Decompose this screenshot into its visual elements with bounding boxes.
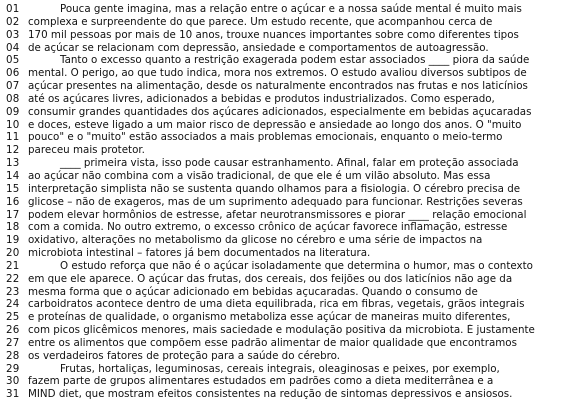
line-text: O estudo reforça que não é o açúcar isoladamente que determina o humor, mas o contexto bbox=[60, 259, 533, 272]
line-number: 23 bbox=[6, 285, 20, 298]
line-number: 07 bbox=[6, 80, 20, 93]
line-text: interpretação simplista não se sustenta quando olhamos para a fisiologia. O cérebro precisa de bbox=[28, 182, 521, 195]
line-text: e doces, esteve ligado a um maior risco de depressão e ansiedade ao longo dos anos. O "muito bbox=[28, 118, 522, 131]
line-text: com a comida. No outro extremo, o excesso crônico de açúcar favorece inflamação, estresse bbox=[28, 221, 508, 234]
line-text: consumir grandes quantidades dos açúcares adicionados, especialmente em bebidas açucaradas bbox=[28, 105, 532, 118]
line-number: 22 bbox=[6, 272, 20, 285]
text-line bbox=[0, 131, 565, 144]
text-line bbox=[0, 388, 565, 401]
text-line bbox=[0, 311, 565, 324]
line-number: 27 bbox=[6, 336, 20, 349]
line-number: 28 bbox=[6, 349, 20, 362]
text-line bbox=[0, 375, 565, 388]
text-line bbox=[0, 144, 565, 157]
line-text: microbiota intestinal – fatores já bem documentados na literatura. bbox=[28, 247, 371, 260]
text-line bbox=[0, 337, 565, 350]
line-text: MIND diet, que mostram efeitos consistentes na redução de sintomas depressivos e ansiosos. bbox=[28, 388, 513, 401]
line-number: 10 bbox=[6, 118, 20, 131]
text-line bbox=[0, 157, 565, 170]
text-line bbox=[0, 170, 565, 183]
text-line bbox=[0, 183, 565, 196]
line-number: 12 bbox=[6, 144, 20, 157]
line-number: 18 bbox=[6, 221, 20, 234]
line-number: 31 bbox=[6, 388, 20, 401]
text-line bbox=[0, 298, 565, 311]
text-line bbox=[0, 234, 565, 247]
text-line bbox=[0, 260, 565, 273]
line-number: 11 bbox=[6, 131, 20, 144]
text-line bbox=[0, 3, 565, 16]
text-line bbox=[0, 363, 565, 376]
line-number: 01 bbox=[6, 3, 20, 15]
text-line bbox=[0, 16, 565, 29]
line-text: Frutas, hortaliças, leguminosas, cereais integrais, oleaginosas e peixes, por exemplo, bbox=[60, 362, 500, 375]
line-number: 19 bbox=[6, 234, 20, 247]
line-number: 30 bbox=[6, 375, 20, 388]
line-text: em que ele aparece. O açúcar das frutas, dos cereais, dos feijões ou dos laticínios não age da bbox=[28, 272, 513, 285]
line-number: 17 bbox=[6, 208, 20, 221]
line-text: com picos glicêmicos menores, mais saciedade e modulação positiva da microbiota. É justamente bbox=[28, 324, 535, 337]
text-line bbox=[0, 54, 565, 67]
text-line bbox=[0, 221, 565, 234]
line-number: 02 bbox=[6, 15, 20, 28]
text-line bbox=[0, 209, 565, 222]
line-number: 24 bbox=[6, 298, 20, 311]
line-number: 15 bbox=[6, 182, 20, 195]
text-line bbox=[0, 286, 565, 299]
text-line bbox=[0, 273, 565, 286]
text-line bbox=[0, 247, 565, 260]
line-text: e proteínas de qualidade, o organismo metaboliza esse açúcar de maneiras muito diferentes, bbox=[28, 311, 511, 324]
text-line bbox=[0, 119, 565, 132]
text-line bbox=[0, 80, 565, 93]
text-line bbox=[0, 93, 565, 106]
line-text: complexa e surpreendente do que parece. Um estudo recente, que acompanhou cerca de bbox=[28, 15, 493, 28]
document-body bbox=[0, 3, 565, 401]
line-text: pareceu mais protetor. bbox=[28, 144, 145, 157]
text-line bbox=[0, 29, 565, 42]
line-number: 13 bbox=[6, 157, 20, 170]
text-line bbox=[0, 42, 565, 55]
line-number: 20 bbox=[6, 247, 20, 260]
line-number: 26 bbox=[6, 324, 20, 337]
line-text: de açúcar se relacionam com depressão, ansiedade e comportamentos de autoagressão. bbox=[28, 41, 489, 54]
line-text: fazem parte de grupos alimentares estudados em padrões como a dieta mediterrânea e a bbox=[28, 375, 494, 388]
line-number: 29 bbox=[6, 362, 20, 375]
line-text: Pouca gente imagina, mas a relação entre o açúcar e a nossa saúde mental é muito mais bbox=[60, 3, 522, 15]
line-number: 21 bbox=[6, 259, 20, 272]
line-text: podem elevar hormônios de estresse, afetar neurotransmissores e piorar ____ relação emocional bbox=[28, 208, 527, 221]
line-text: mesma forma que o açúcar adicionado em bebidas açucaradas. Quando o consumo de bbox=[28, 285, 478, 298]
line-number: 14 bbox=[6, 169, 20, 182]
line-number: 04 bbox=[6, 41, 20, 54]
line-number: 08 bbox=[6, 92, 20, 105]
text-line bbox=[0, 196, 565, 209]
line-number: 06 bbox=[6, 67, 20, 80]
line-text: mental. O perigo, ao que tudo indica, mora nos extremos. O estudo avaliou diversos subtipos de bbox=[28, 67, 527, 80]
text-line bbox=[0, 324, 565, 337]
line-text: ao açúcar não combina com a visão tradicional, de que ele é um vilão absoluto. Mas essa bbox=[28, 169, 491, 182]
line-text: Tanto o excesso quanto a restrição exagerada podem estar associados ____ piora da saúde bbox=[60, 54, 530, 67]
line-text: açúcar presentes na alimentação, desde os naturalmente encontrados nas frutas e nos laticínios bbox=[28, 80, 528, 93]
line-number: 25 bbox=[6, 311, 20, 324]
line-text: até os açúcares livres, adicionados a bebidas e produtos industrializados. Como esperado, bbox=[28, 92, 495, 105]
line-text: glicose – não de exageros, mas de um suprimento adequado para funcionar. Restrições severas bbox=[28, 195, 523, 208]
text-line bbox=[0, 106, 565, 119]
line-number: 03 bbox=[6, 28, 20, 41]
line-text: ____ primeira vista, isso pode causar estranhamento. Afinal, falar em proteção associada bbox=[60, 157, 519, 170]
line-text: os verdadeiros fatores de proteção para a saúde do cérebro. bbox=[28, 349, 341, 362]
line-text: 170 mil pessoas por mais de 10 anos, trouxe nuances importantes sobre como diferentes tipos bbox=[28, 28, 519, 41]
text-line bbox=[0, 67, 565, 80]
line-number: 09 bbox=[6, 105, 20, 118]
line-text: oxidativo, alterações no metabolismo da glicose no cérebro e uma série de impactos na bbox=[28, 234, 483, 247]
line-text: entre os alimentos que compõem esse padrão alimentar de maior qualidade que encontramos bbox=[28, 336, 517, 349]
line-number: 16 bbox=[6, 195, 20, 208]
line-text: carboidratos acontece dentro de uma dieta equilibrada, rica em fibras, vegetais, grãos integrais bbox=[28, 298, 525, 311]
line-number: 05 bbox=[6, 54, 20, 67]
text-line bbox=[0, 350, 565, 363]
line-text: pouco" e o "muito" estão associados a mais problemas emocionais, enquanto o meio-termo bbox=[28, 131, 503, 144]
